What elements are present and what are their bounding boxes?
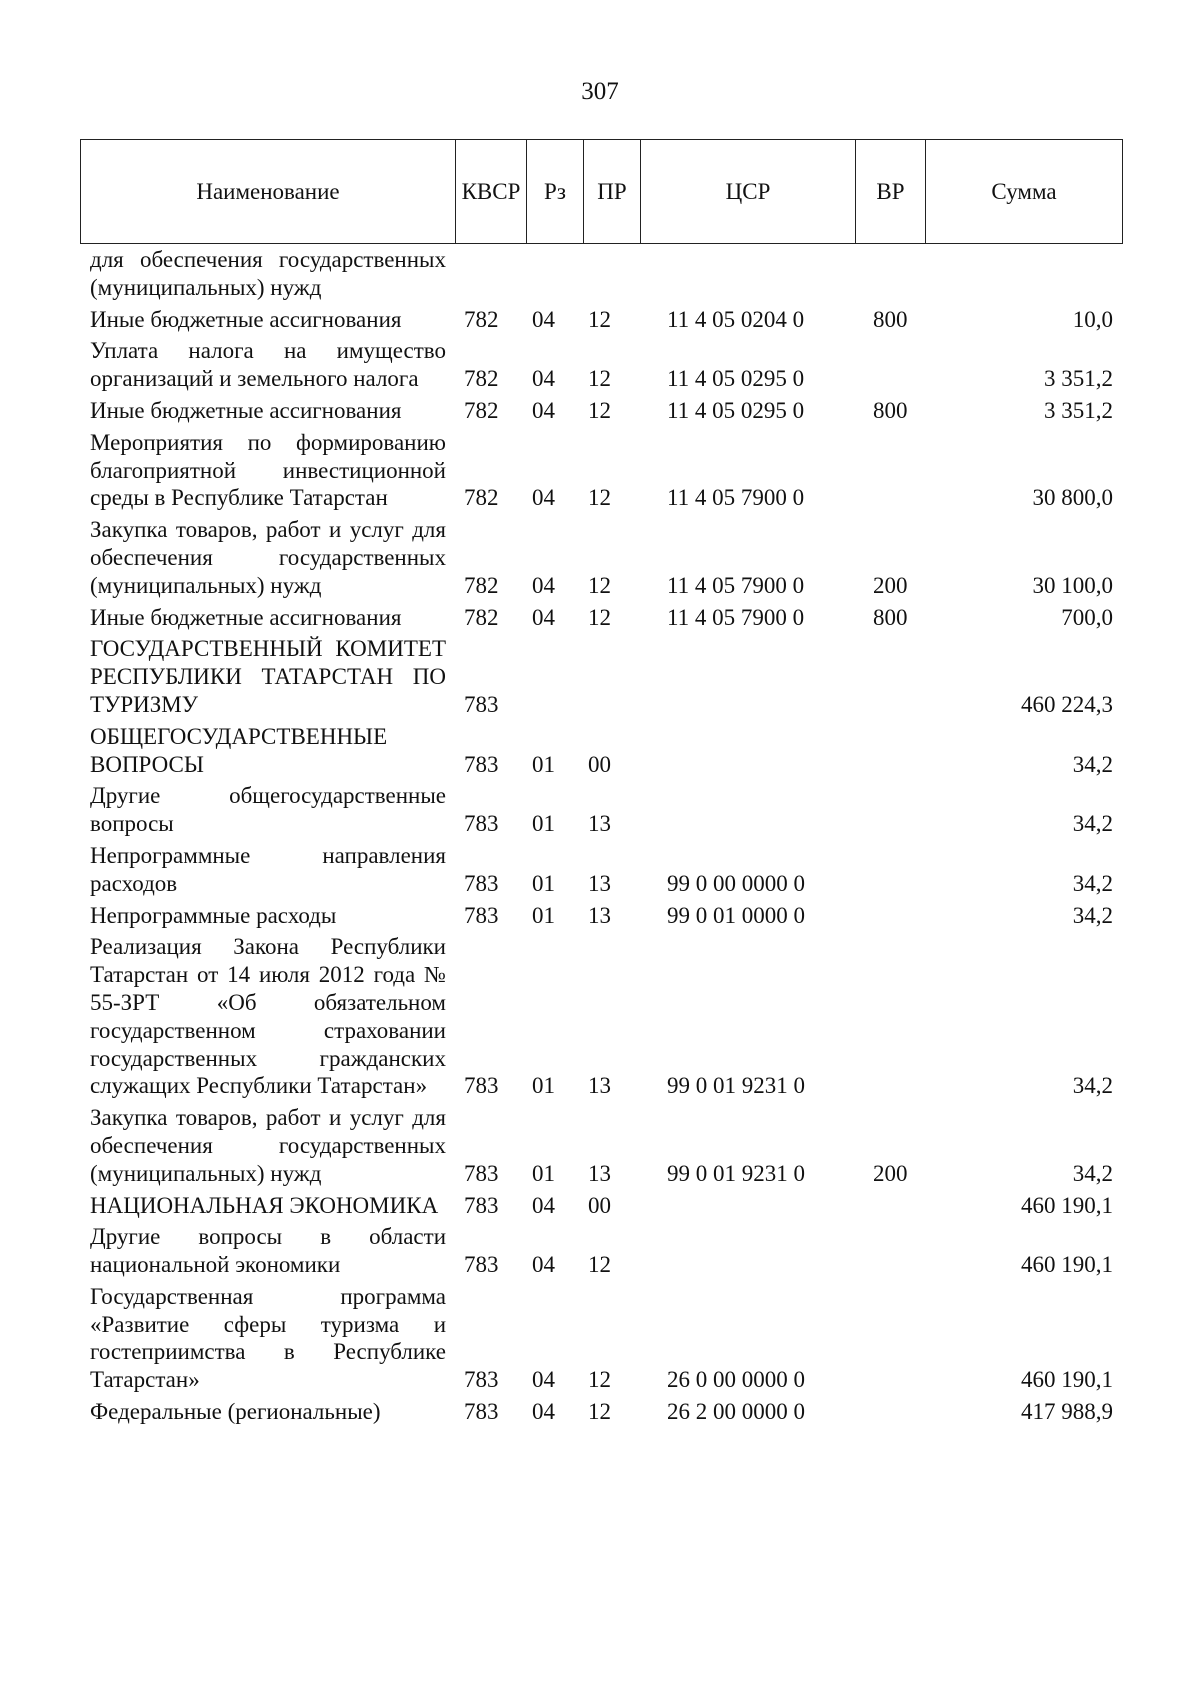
- cell-kvsr: 783: [464, 1073, 499, 1099]
- cell-pr: 12: [588, 1367, 611, 1393]
- table-row: [90, 1398, 1120, 1426]
- cell-kvsr: 782: [464, 306, 499, 332]
- table-row: [90, 635, 1120, 718]
- cell-csr: 99 0 01 9231 0: [667, 1073, 805, 1099]
- cell-sum: 30 800,0: [1032, 485, 1113, 511]
- cell-vr: 800: [873, 306, 908, 332]
- cell-sum: 10,0: [1072, 306, 1113, 332]
- cell-rz: 04: [532, 1252, 555, 1278]
- table-row: [90, 429, 1120, 512]
- header-pr: ПР: [584, 140, 641, 243]
- table-row: [90, 1192, 1120, 1220]
- cell-name: Другие вопросы в области национальной экономики: [90, 1224, 446, 1278]
- header-kvsr: КВСР: [456, 140, 527, 243]
- cell-name: Мероприятия по формированию благоприятной инвестиционной среды в Республике Татарстан: [90, 429, 446, 511]
- cell-vr: 800: [873, 397, 908, 423]
- cell-kvsr: 782: [464, 572, 499, 598]
- cell-kvsr: 783: [464, 1367, 499, 1393]
- table-row: [90, 1223, 1120, 1279]
- cell-kvsr: 783: [464, 1399, 499, 1425]
- cell-rz: 01: [532, 1160, 555, 1186]
- table-row: [90, 337, 1120, 393]
- table-row: [90, 933, 1120, 1100]
- cell-pr: 13: [588, 1160, 611, 1186]
- cell-name: Непрограммные направления расходов: [90, 842, 446, 896]
- table-row: [90, 902, 1120, 930]
- cell-name: Иные бюджетные ассигнования: [90, 306, 402, 332]
- cell-name: Другие общегосударственные вопросы: [90, 783, 446, 837]
- cell-rz: 01: [532, 870, 555, 896]
- cell-name: Непрограммные расходы: [90, 902, 337, 928]
- cell-kvsr: 782: [464, 485, 499, 511]
- cell-rz: 04: [532, 604, 555, 630]
- cell-sum: 3 351,2: [1044, 397, 1113, 423]
- cell-name: Иные бюджетные ассигнования: [90, 397, 402, 423]
- table-row: [90, 397, 1120, 425]
- page-number: 307: [581, 78, 619, 105]
- cell-sum: 34,2: [1072, 751, 1113, 777]
- header-csr: ЦСР: [641, 140, 856, 243]
- cell-kvsr: 783: [464, 870, 499, 896]
- cell-name: Уплата налога на имущество организаций и земельного налога: [90, 338, 446, 392]
- cell-csr: 99 0 01 0000 0: [667, 902, 805, 928]
- cell-pr: 13: [588, 811, 611, 837]
- cell-pr: 12: [588, 306, 611, 332]
- cell-sum: 460 190,1: [1021, 1367, 1113, 1393]
- cell-sum: 460 190,1: [1021, 1252, 1113, 1278]
- cell-vr: 200: [873, 1160, 908, 1186]
- cell-pr: 12: [588, 397, 611, 423]
- cell-name: НАЦИОНАЛЬНАЯ ЭКОНОМИКА: [90, 1192, 439, 1218]
- cell-kvsr: 783: [464, 902, 499, 928]
- cell-sum: 34,2: [1072, 1160, 1113, 1186]
- cell-kvsr: 783: [464, 691, 499, 717]
- table-header: [80, 139, 1123, 244]
- table-row: [90, 604, 1120, 632]
- cell-rz: 01: [532, 902, 555, 928]
- cell-csr: 26 2 00 0000 0: [667, 1399, 805, 1425]
- cell-vr: 800: [873, 604, 908, 630]
- cell-csr: 11 4 05 0295 0: [667, 397, 805, 423]
- cell-csr: 11 4 05 7900 0: [667, 485, 805, 511]
- cell-pr: 13: [588, 902, 611, 928]
- table-body: [90, 246, 1120, 1430]
- table-row: [90, 306, 1120, 334]
- cell-csr: 26 0 00 0000 0: [667, 1367, 805, 1393]
- cell-csr: 11 4 05 0295 0: [667, 366, 805, 392]
- cell-name: для обеспечения государственных (муниципальных) нужд: [90, 247, 446, 300]
- cell-csr: 99 0 00 0000 0: [667, 870, 805, 896]
- cell-sum: 460 190,1: [1021, 1192, 1113, 1218]
- cell-sum: 34,2: [1072, 1073, 1113, 1099]
- header-vr: ВР: [856, 140, 926, 243]
- cell-pr: 12: [588, 1399, 611, 1425]
- cell-name: Закупка товаров, работ и услуг для обеспечения государственных (муниципальных) нужд: [90, 517, 446, 598]
- cell-csr: 99 0 01 9231 0: [667, 1160, 805, 1186]
- cell-name: Иные бюджетные ассигнования: [90, 604, 402, 630]
- cell-vr: 200: [873, 572, 908, 598]
- cell-name: Федеральные (региональные): [90, 1399, 381, 1425]
- table-row: [90, 842, 1120, 898]
- cell-sum: 34,2: [1072, 902, 1113, 928]
- cell-kvsr: 783: [464, 1192, 499, 1218]
- cell-kvsr: 783: [464, 751, 499, 777]
- cell-kvsr: 782: [464, 397, 499, 423]
- cell-rz: 04: [532, 366, 555, 392]
- cell-rz: 04: [532, 485, 555, 511]
- cell-rz: 04: [532, 1399, 555, 1425]
- cell-kvsr: 783: [464, 811, 499, 837]
- cell-pr: 00: [588, 751, 611, 777]
- table-row: [90, 1104, 1120, 1187]
- cell-name: Государственная программа «Развитие сферы туризма и гостеприимства в Республике Татарстан»: [90, 1283, 446, 1393]
- cell-rz: 04: [532, 1192, 555, 1218]
- cell-sum: 30 100,0: [1032, 572, 1113, 598]
- cell-sum: 460 224,3: [1021, 691, 1113, 717]
- cell-rz: 01: [532, 751, 555, 777]
- table-row: [90, 1283, 1120, 1394]
- cell-rz: 01: [532, 1073, 555, 1099]
- cell-kvsr: 782: [464, 604, 499, 630]
- cell-pr: 12: [588, 1252, 611, 1278]
- cell-sum: 3 351,2: [1044, 366, 1113, 392]
- cell-pr: 12: [588, 485, 611, 511]
- header-name: Наименование: [81, 140, 456, 243]
- cell-rz: 04: [532, 397, 555, 423]
- cell-sum: 700,0: [1061, 604, 1113, 630]
- cell-sum: 417 988,9: [1021, 1399, 1113, 1425]
- cell-sum: 34,2: [1072, 870, 1113, 896]
- cell-rz: 04: [532, 572, 555, 598]
- cell-pr: 12: [588, 572, 611, 598]
- cell-kvsr: 783: [464, 1160, 499, 1186]
- cell-name: Закупка товаров, работ и услуг для обеспечения государственных (муниципальных) нужд: [90, 1105, 446, 1186]
- cell-pr: 00: [588, 1192, 611, 1218]
- cell-kvsr: 782: [464, 366, 499, 392]
- cell-rz: 04: [532, 1367, 555, 1393]
- table-row: [90, 246, 1120, 302]
- table-row: [90, 782, 1120, 838]
- cell-sum: 34,2: [1072, 811, 1113, 837]
- cell-csr: 11 4 05 7900 0: [667, 604, 805, 630]
- table-row: [90, 516, 1120, 599]
- cell-kvsr: 783: [464, 1252, 499, 1278]
- header-sum: Сумма: [991, 178, 1057, 204]
- cell-name: ГОСУДАРСТВЕННЫЙ КОМИТЕТ РЕСПУБЛИКИ ТАТАРСТАН ПО ТУРИЗМУ: [90, 636, 446, 717]
- cell-name: ОБЩЕГОСУДАРСТВЕННЫЕ ВОПРОСЫ: [90, 723, 388, 777]
- cell-pr: 13: [588, 870, 611, 896]
- cell-csr: 11 4 05 0204 0: [667, 306, 805, 332]
- cell-rz: 01: [532, 811, 555, 837]
- cell-pr: 12: [588, 366, 611, 392]
- header-rz: Рз: [527, 140, 584, 243]
- cell-csr: 11 4 05 7900 0: [667, 572, 805, 598]
- table-row: [90, 723, 1120, 779]
- cell-pr: 13: [588, 1073, 611, 1099]
- cell-pr: 12: [588, 604, 611, 630]
- cell-rz: 04: [532, 306, 555, 332]
- cell-name: Реализация Закона Республики Татарстан от 14 июля 2012 года № 55-ЗРТ «Об обязательном государственном страховании государственных гражданских служащих Республики Татарстан»: [90, 934, 446, 1099]
